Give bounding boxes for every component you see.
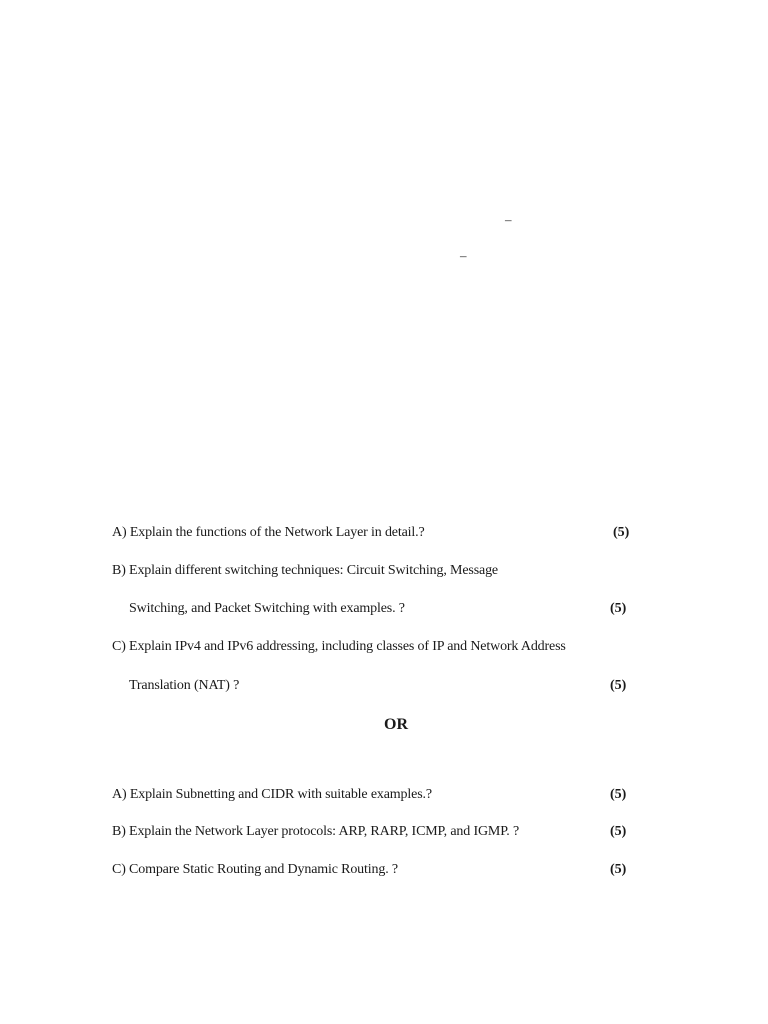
question-2a: A) Explain Subnetting and CIDR with suitable examples.? xyxy=(112,787,432,802)
question-1c-continued: Translation (NAT) ? xyxy=(129,678,240,693)
dash-mark: – xyxy=(460,248,467,263)
marks-1a: (5) xyxy=(613,525,630,540)
marks-2c: (5) xyxy=(610,862,627,877)
question-2c: C) Compare Static Routing and Dynamic Routing. ? xyxy=(112,862,398,877)
question-1b-continued: Switching, and Packet Switching with examples. ? xyxy=(129,601,405,616)
marks-1b: (5) xyxy=(610,601,627,616)
marks-1c: (5) xyxy=(610,678,627,693)
question-1b: B) Explain different switching techniques: Circuit Switching, Message xyxy=(112,563,498,578)
marks-2b: (5) xyxy=(610,824,627,839)
dash-mark: – xyxy=(505,212,512,227)
question-2b: B) Explain the Network Layer protocols: ARP, RARP, ICMP, and IGMP. ? xyxy=(112,824,520,839)
question-1a: A) Explain the functions of the Network Layer in detail.? xyxy=(112,525,425,540)
question-1c: C) Explain IPv4 and IPv6 addressing, including classes of IP and Network Address xyxy=(112,639,566,654)
marks-2a: (5) xyxy=(610,787,627,802)
or-separator: OR xyxy=(384,716,408,733)
